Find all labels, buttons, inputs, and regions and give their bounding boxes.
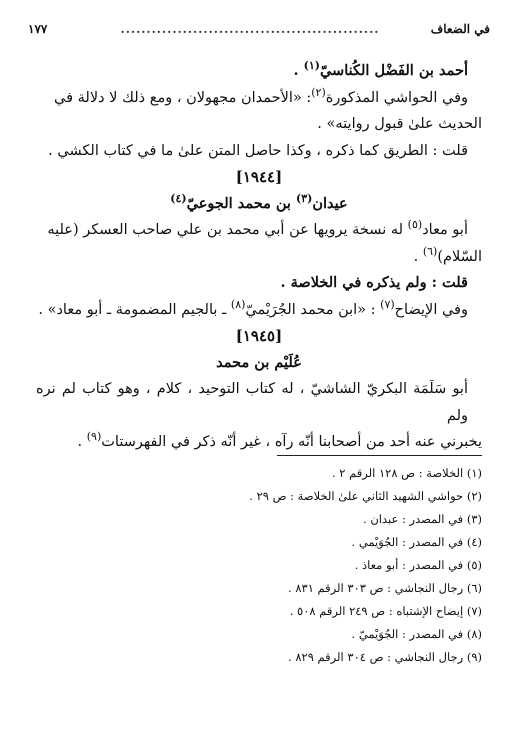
footnote-ref: (١) bbox=[303, 59, 320, 73]
text-line: قلت : ولم يذكره في الخلاصة . bbox=[280, 274, 468, 291]
footnote-ref: (٥) bbox=[407, 218, 423, 232]
entry-number: [١٩٤٥] bbox=[235, 327, 283, 345]
footnote-item: (٧) إيضاح الإشتباه : ص ٢٤٩ الرقم ٥٠٨ . bbox=[289, 604, 482, 618]
footnote-ref: (٨) bbox=[230, 297, 246, 311]
footnote-ref: (٦) bbox=[422, 244, 438, 258]
entry-number: [١٩٤٤] bbox=[235, 168, 283, 186]
text-line: وفي الحواشي المذكورة$^{(٢)}$: «الأحمدان مجهولان ، ومع ذلك لا دلالة في bbox=[54, 85, 468, 106]
header-title: في الضعاف bbox=[430, 22, 490, 36]
main-text bbox=[36, 58, 482, 456]
footnote-ref: (٩) bbox=[86, 430, 102, 444]
footnote-item: (١) الخلاصة : ص ١٢٨ الرقم ٢ . bbox=[331, 466, 482, 480]
footnote-item: (٣) في المصدر : عبدان . bbox=[363, 512, 482, 526]
text-line: الحديث علىٰ قبول روايته» . bbox=[317, 116, 482, 132]
footnote-ref: (٣) bbox=[296, 191, 313, 205]
text-line: أبو معاد$^{(٥)}$ له نسخة يرويها عن أبي محمد بن علي صاحب العسكر (عليه bbox=[47, 218, 468, 238]
text-line: يخبرني عنه أحد من أصحابنا أنّه رآه ، غير أنّه ذكر في الفهرستات$^{(٩)}$ . bbox=[77, 430, 482, 450]
footnote-item: (٦) رجال النجاشي : ص ٣٠٣ الرقم ٨٣١ . bbox=[288, 581, 482, 595]
text-line: وفي الإيضاح$^{(٧)}$ : «ابن محمد الجُرَيْميّ$^{(٨)}$ ـ بالجيم المضمومة ـ أبو معاد» . bbox=[38, 297, 468, 318]
footnote-ref: (٤) bbox=[170, 191, 187, 205]
footnote-item: (٩) رجال النجاشي : ص ٣٠٤ الرقم ٨٢٩ . bbox=[288, 650, 482, 664]
page-number: ١٧٧ bbox=[28, 22, 48, 36]
footnote-ref: (٢) bbox=[311, 85, 326, 99]
footnote-item: (٥) في المصدر : أبو معاذ . bbox=[354, 558, 482, 572]
footnote-item: (٤) في المصدر : الجُوَيْمي . bbox=[351, 535, 482, 549]
entry-heading: عُلَيْم بن محمد bbox=[216, 353, 302, 371]
entry-heading: عيدان$^{(٣)}$ بن محمد الجوعيّ$^{(٤)}$ bbox=[170, 191, 348, 212]
running-header bbox=[28, 22, 490, 42]
footnote-divider bbox=[277, 455, 482, 456]
text-line: أبو سَلَمَة البكريّ الشاشيّ ، له كتاب التوحيد ، كلام ، وهو كتاب لم نره ولم bbox=[36, 381, 468, 424]
footnote-ref: (٧) bbox=[380, 297, 395, 311]
text-line: قلت : الطريق كما ذكره ، وكذا حاصل المتن علىٰ ما في كتاب الكشي . bbox=[48, 142, 468, 159]
footnote-item: (٨) في المصدر : الجُوَيْميّ . bbox=[351, 627, 482, 641]
header-leader-dots: .................................................. bbox=[120, 22, 380, 36]
footnote-item: (٢) حواشي الشهيد الثاني علىٰ الخلاصة : ص ٢٩ . bbox=[249, 489, 482, 503]
text-line: أحمد بن الفَضْل الكُناسيّ$^{(١)}$ . bbox=[293, 59, 468, 79]
footnotes bbox=[40, 462, 482, 669]
text-line: السّلام)$^{(٦)}$ . bbox=[413, 244, 482, 265]
